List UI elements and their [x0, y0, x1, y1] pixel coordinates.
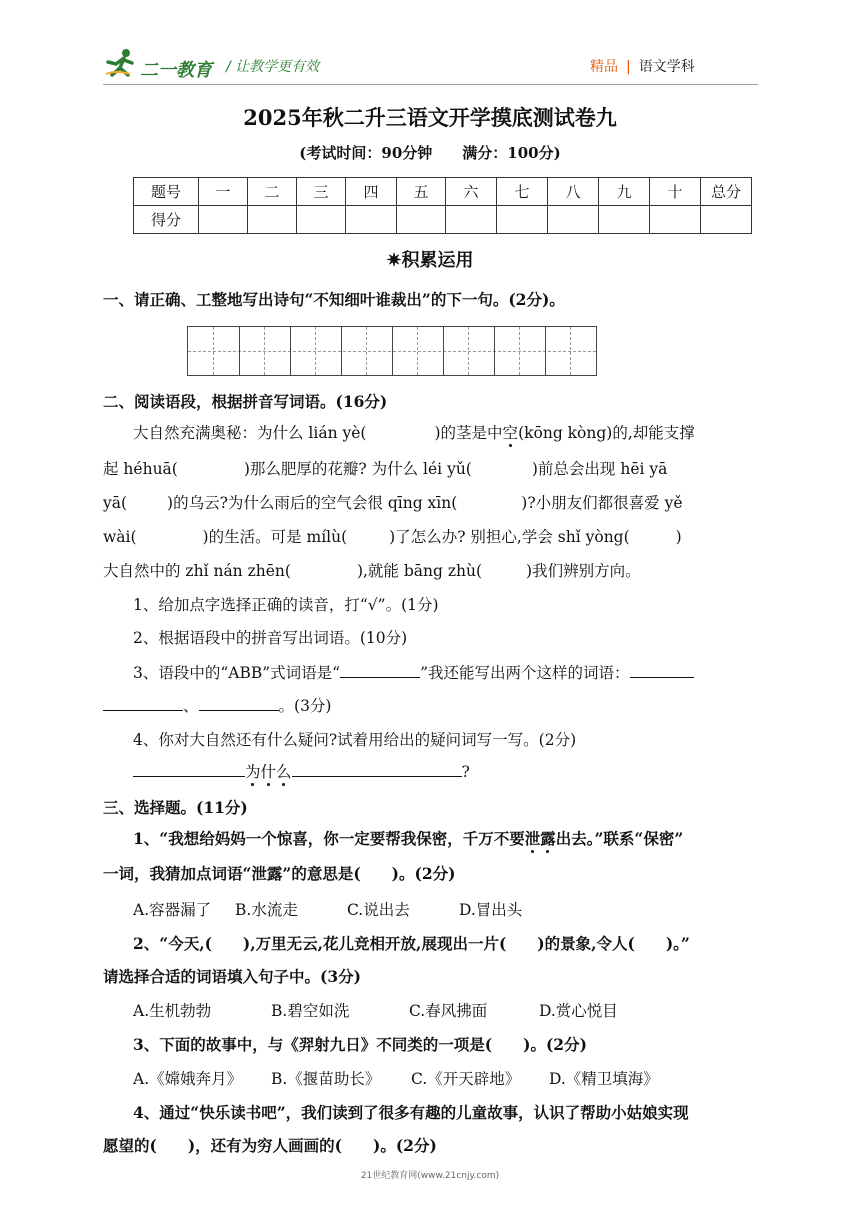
score-field[interactable] — [397, 206, 446, 234]
exam-title: 2025年秋二升三语文开学摸底测试卷九 — [243, 105, 617, 130]
table-cell: 得分 — [134, 206, 199, 234]
passage-line — [103, 457, 667, 479]
table-row — [134, 178, 752, 206]
passage-text: ),就能 bāng zhù( — [356, 562, 483, 580]
answer-blank[interactable] — [340, 676, 420, 678]
brand-slogan: / 让教学更有效 — [226, 59, 320, 75]
table-cell: 总分 — [701, 178, 752, 206]
sub-question-4: 4、你对大自然还有什么疑问?试着用给出的疑问词写一写。(2分) — [133, 731, 577, 749]
score-field[interactable] — [548, 206, 599, 234]
tag-subject: 语文学科 — [638, 59, 695, 75]
choice-question-1-cont: 一词，我猜加点词语“泄露”的意思是( )。(2分) — [103, 864, 456, 883]
sub-question-text: 3、语段中的“ABB”式词语是“ — [133, 664, 341, 682]
choice-question-4-cont: 愿望的( )，还有为穷人画画的( )。(2分) — [103, 1136, 437, 1155]
dotted-char: 泄 — [524, 829, 541, 848]
writing-grid[interactable] — [187, 326, 597, 376]
passage-text: )的生活。可是 mílù( — [202, 528, 348, 546]
table-cell: 九 — [599, 178, 650, 206]
exam-subtitle: (考试时间：90分钟 满分：100分) — [299, 144, 561, 162]
table-cell: 四 — [346, 178, 397, 206]
sub-question-2: 2、根据语段中的拼音写出词语。(10分) — [133, 629, 408, 647]
score-field[interactable] — [599, 206, 650, 234]
sub-question-4-answer — [133, 760, 470, 782]
options-row — [133, 1067, 659, 1089]
score-table — [133, 177, 752, 234]
table-cell: 八 — [548, 178, 599, 206]
passage-text: 起 héhuā( — [103, 460, 178, 478]
header-tags: 精品 | 语文学科 — [590, 59, 695, 75]
runner-logo-icon — [104, 48, 140, 78]
option-a[interactable]: A.容器漏了 — [133, 901, 212, 919]
sub-question-text: ? — [461, 763, 470, 781]
answer-blank[interactable] — [133, 775, 245, 777]
choice-question-2: 2、“今天,( ),万里无云,花儿竞相开放,展现出一片( )的景象,令人( )。” — [133, 934, 690, 953]
option-d[interactable]: D.《精卫填海》 — [549, 1070, 659, 1088]
question-3-heading: 三、选择题。(11分) — [103, 798, 248, 817]
score-field[interactable] — [650, 206, 701, 234]
passage-line — [103, 491, 683, 513]
option-d[interactable]: D.赏心悦目 — [539, 1002, 618, 1020]
score-field[interactable] — [248, 206, 297, 234]
score-field[interactable] — [346, 206, 397, 234]
passage-text: 大自然中的 zhǐ nán zhēn( — [103, 562, 291, 580]
choice-question-3: 3、下面的故事中，与《羿射九日》不同类的一项是( )。(2分) — [133, 1035, 587, 1054]
score-field[interactable] — [701, 206, 752, 234]
passage-text: yā( — [103, 494, 128, 512]
sub-question-3 — [133, 661, 694, 683]
answer-blank[interactable] — [199, 709, 279, 711]
score-field[interactable] — [199, 206, 248, 234]
tag-premium: 精品 — [590, 59, 618, 75]
table-cell: 一 — [199, 178, 248, 206]
question-2-heading: 二、阅读语段，根据拼音写词语。(16分) — [103, 392, 388, 411]
choice-question-2-cont: 请选择合适的词语填入句子中。(3分) — [103, 967, 361, 986]
page-footer: 21世纪教育网(www.21cnjy.com) — [360, 1171, 500, 1181]
options-row — [133, 999, 618, 1021]
score-field[interactable] — [446, 206, 497, 234]
dotted-char: 空 — [502, 424, 519, 442]
option-b[interactable]: B.水流走 — [235, 901, 298, 919]
dotted-char: 为 — [245, 763, 261, 781]
choice-question-4: 4、通过“快乐读书吧”，我们读到了很多有趣的儿童故事，认识了帮助小姑娘实现 — [133, 1103, 689, 1122]
passage-text: wài( — [103, 528, 137, 546]
option-c[interactable]: C.《开天辟地》 — [411, 1070, 521, 1088]
passage-line — [103, 525, 682, 547]
passage-line — [133, 421, 695, 443]
table-cell: 题号 — [134, 178, 199, 206]
brand-logo-text: 二一教育 — [140, 60, 212, 81]
dotted-char: 么 — [276, 763, 292, 781]
sub-question-text: 、 — [183, 697, 199, 715]
table-row — [134, 206, 752, 234]
sub-question-3-cont — [103, 694, 331, 716]
passage-text: 大自然充满奥秘：为什么 lián yè( — [133, 424, 367, 442]
sub-question-text: ”我还能写出两个这样的词语： — [420, 664, 630, 682]
header-divider — [103, 84, 758, 85]
passage-text: (kōng kòng)的,却能支撑 — [518, 424, 695, 442]
table-cell: 三 — [297, 178, 346, 206]
option-c[interactable]: C.说出去 — [347, 901, 410, 919]
answer-blank[interactable] — [103, 709, 183, 711]
passage-text: )的乌云?为什么雨后的空气会很 qīng xīn( — [167, 494, 458, 512]
sub-question-1: 1、给加点字选择正确的读音，打“√”。(1分) — [133, 596, 439, 614]
section-heading: ✷积累运用 — [386, 250, 474, 271]
answer-blank[interactable] — [292, 775, 462, 777]
option-d[interactable]: D.冒出头 — [459, 901, 523, 919]
passage-text: )?小朋友们都很喜爱 yě — [521, 494, 683, 512]
score-field[interactable] — [497, 206, 548, 234]
dotted-char: 露 — [540, 829, 556, 848]
answer-blank[interactable] — [630, 676, 694, 678]
dotted-char: 什 — [260, 763, 277, 781]
passage-text: )我们辨别方向。 — [526, 562, 641, 580]
question-text: 1、“我想给妈妈一个惊喜，你一定要帮我保密，千万不要 — [133, 829, 525, 848]
passage-text: )那么肥厚的花瓣? 为什么 léi yǔ( — [243, 460, 472, 478]
sub-question-text: 。(3分) — [278, 697, 332, 715]
table-cell: 二 — [248, 178, 297, 206]
score-field[interactable] — [297, 206, 346, 234]
question-1: 一、请正确、工整地写出诗句“不知细叶谁裁出”的下一句。(2分)。 — [103, 290, 565, 309]
option-a[interactable]: A.《嫦娥奔月》 — [133, 1070, 243, 1088]
options-row — [133, 898, 522, 920]
passage-text: )的茎是中 — [434, 424, 503, 442]
passage-line — [103, 559, 641, 581]
option-b[interactable]: B.《揠苗助长》 — [271, 1070, 381, 1088]
option-b[interactable]: B.碧空如洗 — [271, 1002, 350, 1020]
question-text: 出去。”联系“保密” — [555, 829, 684, 848]
option-a[interactable]: A.生机勃勃 — [133, 1002, 212, 1020]
passage-text: ) — [675, 528, 682, 546]
passage-text: )前总会出现 hēi yā — [531, 460, 668, 478]
table-cell: 十 — [650, 178, 701, 206]
table-cell: 五 — [397, 178, 446, 206]
table-cell: 六 — [446, 178, 497, 206]
passage-text: )了怎么办? 别担心,学会 shǐ yòng( — [389, 528, 630, 546]
table-cell: 七 — [497, 178, 548, 206]
option-c[interactable]: C.春风拂面 — [409, 1002, 488, 1020]
choice-question-1 — [133, 827, 683, 849]
